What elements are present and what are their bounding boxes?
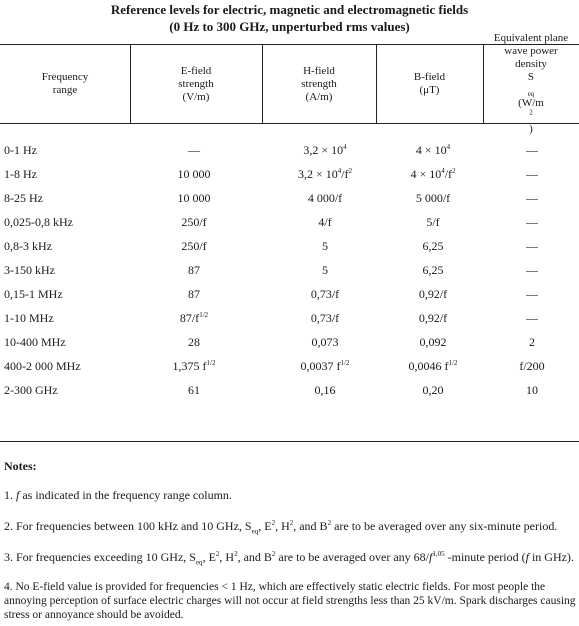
superscript: 4 — [337, 167, 342, 175]
note-italic: f — [525, 550, 529, 564]
notes-heading: Notes: — [4, 459, 37, 473]
b-field-cell — [382, 356, 484, 376]
h-field-cell — [270, 140, 380, 160]
table-subtitle: (0 Hz to 300 GHz, unperturbed rms values) — [169, 19, 410, 34]
note-text: are to be averaged over any 68/ — [275, 550, 430, 564]
frequency-cell: 8-25 Hz — [4, 191, 43, 205]
header-unit: (W/m — [518, 97, 544, 109]
h-field-cell: 0,073 — [311, 335, 339, 349]
b-field-cell: 5 000/f — [415, 191, 451, 205]
header-text: B-field — [413, 71, 446, 83]
note-text: , E — [202, 550, 216, 564]
power-density-cell: — — [526, 143, 538, 157]
note-text: in GHz). — [528, 550, 574, 564]
power-density-cell: 2 — [529, 335, 535, 349]
header-e-field — [130, 52, 262, 116]
h-field-cell: 0,16 — [314, 383, 336, 397]
h-field-cell — [270, 164, 380, 184]
power-density-cell: 10 — [526, 383, 538, 397]
note-text: , H — [275, 519, 290, 533]
value-tail: /f — [341, 167, 349, 181]
b-field-cell: 0,20 — [422, 383, 444, 397]
frequency-cell: 1-8 Hz — [4, 167, 37, 181]
note-3 — [4, 550, 576, 565]
table-bottom-rule — [0, 441, 579, 442]
superscript: 2 — [327, 519, 332, 527]
power-density-cell: — — [526, 191, 538, 205]
frequency-cell: 400-2 000 MHz — [4, 359, 81, 373]
header-text: E-field — [180, 64, 212, 77]
superscript: 1/2 — [448, 359, 458, 367]
table-title: Reference levels for electric, magnetic and electromagnetic fields — [110, 2, 469, 17]
note-text: , and B — [237, 550, 272, 564]
header-seq-symbol: S — [527, 71, 535, 83]
frequency-cell: 1-10 MHz — [4, 311, 54, 325]
value: 0,0046 f — [408, 359, 449, 373]
header-text: strength — [178, 77, 214, 90]
note-text: as indicated in the frequency range column. — [19, 488, 232, 502]
power-density-cell: — — [526, 263, 538, 277]
note-text: 2. For frequencies between 100 kHz and 10 GHz, S — [4, 519, 252, 533]
table-row — [0, 284, 579, 304]
superscript: 4 — [441, 167, 445, 175]
note-4: 4. No E-field value is provided for frequencies < 1 Hz, which are effectively static electric fields. For most people the annoying perception of surface electric charges will not occur at field strengths less than 25 kV/m. Spark discharges causing stress or annoyance should be avoided. — [4, 581, 576, 621]
b-field-cell: 6,25 — [422, 263, 444, 277]
superscript: 2 — [271, 519, 276, 527]
e-field-cell: 10 000 — [177, 191, 211, 205]
table-row — [0, 188, 579, 208]
value: 0,0037 f — [300, 359, 341, 373]
h-field-cell: 4/f — [318, 215, 332, 229]
note-text: -minute period ( — [444, 550, 526, 564]
header-h-field — [262, 52, 376, 116]
b-field-cell: 5/f — [426, 215, 440, 229]
frequency-cell: 10-400 MHz — [4, 335, 66, 349]
e-field-cell: — — [188, 143, 200, 157]
e-field-cell: 250/f — [181, 215, 207, 229]
table-row — [0, 140, 579, 160]
superscript: 2 — [348, 167, 353, 175]
note-text: 3. For frequencies exceeding 10 GHz, S — [4, 550, 196, 564]
superscript: 2 — [215, 550, 220, 558]
frequency-cell: 0,15-1 MHz — [4, 287, 63, 301]
value-tail: /f — [444, 167, 453, 181]
table-row — [0, 164, 579, 184]
header-text: H-field — [303, 64, 335, 77]
note-text: are to be averaged over any six-minute period. — [331, 519, 558, 533]
power-density-cell: — — [526, 215, 538, 229]
header-text: Frequency — [41, 71, 89, 83]
e-field-cell: 10 000 — [177, 167, 211, 181]
header-text: range — [52, 84, 78, 96]
superscript: 2 — [289, 519, 294, 527]
header-text: (V/m) — [182, 90, 210, 103]
frequency-cell: 0,025-0,8 kHz — [4, 215, 73, 229]
header-bottom-rule — [0, 123, 579, 124]
table-row — [0, 212, 579, 232]
table-row — [0, 380, 579, 400]
frequency-cell: 2-300 GHz — [4, 383, 58, 397]
value: 3,2 × 10 — [303, 143, 344, 157]
power-density-cell: f/200 — [519, 359, 545, 373]
superscript: 2 — [452, 167, 456, 175]
note-italic: f — [429, 550, 433, 564]
e-field-cell: 87 — [188, 287, 200, 301]
subscript: eq — [251, 527, 259, 536]
e-field-cell: 61 — [188, 383, 200, 397]
header-text: strength — [301, 77, 337, 90]
e-field-cell — [138, 356, 250, 376]
value: 3,2 × 10 — [297, 167, 338, 181]
frequency-cell: 3-150 kHz — [4, 263, 55, 277]
b-field-cell — [382, 140, 484, 160]
superscript: 2 — [529, 108, 533, 117]
b-field-cell — [382, 164, 484, 184]
h-field-cell: 4 000/f — [307, 191, 343, 205]
note-text: 1. — [4, 488, 16, 502]
note-1 — [4, 488, 576, 503]
table-row — [0, 356, 579, 376]
b-field-cell: 0,92/f — [418, 311, 448, 325]
superscript: 1,05 — [432, 550, 445, 558]
header-frequency-range — [0, 52, 130, 116]
header-text — [518, 71, 544, 136]
header-text: density — [515, 58, 547, 70]
power-density-cell: — — [526, 239, 538, 253]
h-field-cell: 5 — [322, 263, 328, 277]
table-row — [0, 260, 579, 280]
value: 4 × 10 — [415, 143, 447, 157]
h-field-cell — [270, 356, 380, 376]
superscript: 2 — [234, 550, 238, 558]
header-unit-close: ) — [529, 123, 533, 135]
superscript: 2 — [271, 550, 276, 558]
header-text: (A/m) — [305, 90, 333, 103]
h-field-cell: 0,73/f — [310, 287, 340, 301]
h-field-cell: 5 — [322, 239, 328, 253]
subscript: eq — [195, 558, 203, 567]
e-field-cell: 28 — [188, 335, 200, 349]
header-power-density — [483, 32, 579, 135]
superscript: 1/2 — [199, 311, 209, 319]
header-text: Equivalent plane — [493, 32, 569, 44]
superscript: 1/2 — [206, 359, 216, 367]
superscript: 4 — [446, 143, 451, 151]
header-text: (μT) — [419, 84, 440, 96]
table-row — [0, 308, 579, 328]
table-row — [0, 332, 579, 352]
note-text: , and B — [293, 519, 328, 533]
power-density-cell: — — [526, 311, 538, 325]
note-italic: f — [16, 488, 20, 502]
power-density-cell: — — [526, 167, 538, 181]
e-field-cell: 250/f — [181, 239, 207, 253]
subscript: eq — [527, 90, 535, 99]
b-field-cell: 0,092 — [419, 335, 447, 349]
value: 1,375 f — [172, 359, 207, 373]
table-top-rule — [0, 44, 579, 45]
value: 4 × 10 — [410, 167, 442, 181]
b-field-cell: 0,92/f — [418, 287, 448, 301]
frequency-cell: 0-1 Hz — [4, 143, 37, 157]
e-field-cell: 87 — [188, 263, 200, 277]
e-field-cell — [138, 308, 250, 328]
power-density-cell: — — [526, 287, 538, 301]
superscript: 1/2 — [340, 359, 350, 367]
note-text: , H — [219, 550, 235, 564]
note-text: , E — [258, 519, 272, 533]
h-field-cell: 0,73/f — [310, 311, 340, 325]
table-row — [0, 236, 579, 256]
b-field-cell: 6,25 — [422, 239, 444, 253]
note-2 — [4, 519, 576, 534]
frequency-cell: 0,8-3 kHz — [4, 239, 52, 253]
superscript: 4 — [343, 143, 347, 151]
value: 87/f — [179, 311, 200, 325]
header-text: wave power — [504, 45, 558, 57]
header-b-field — [376, 52, 483, 116]
